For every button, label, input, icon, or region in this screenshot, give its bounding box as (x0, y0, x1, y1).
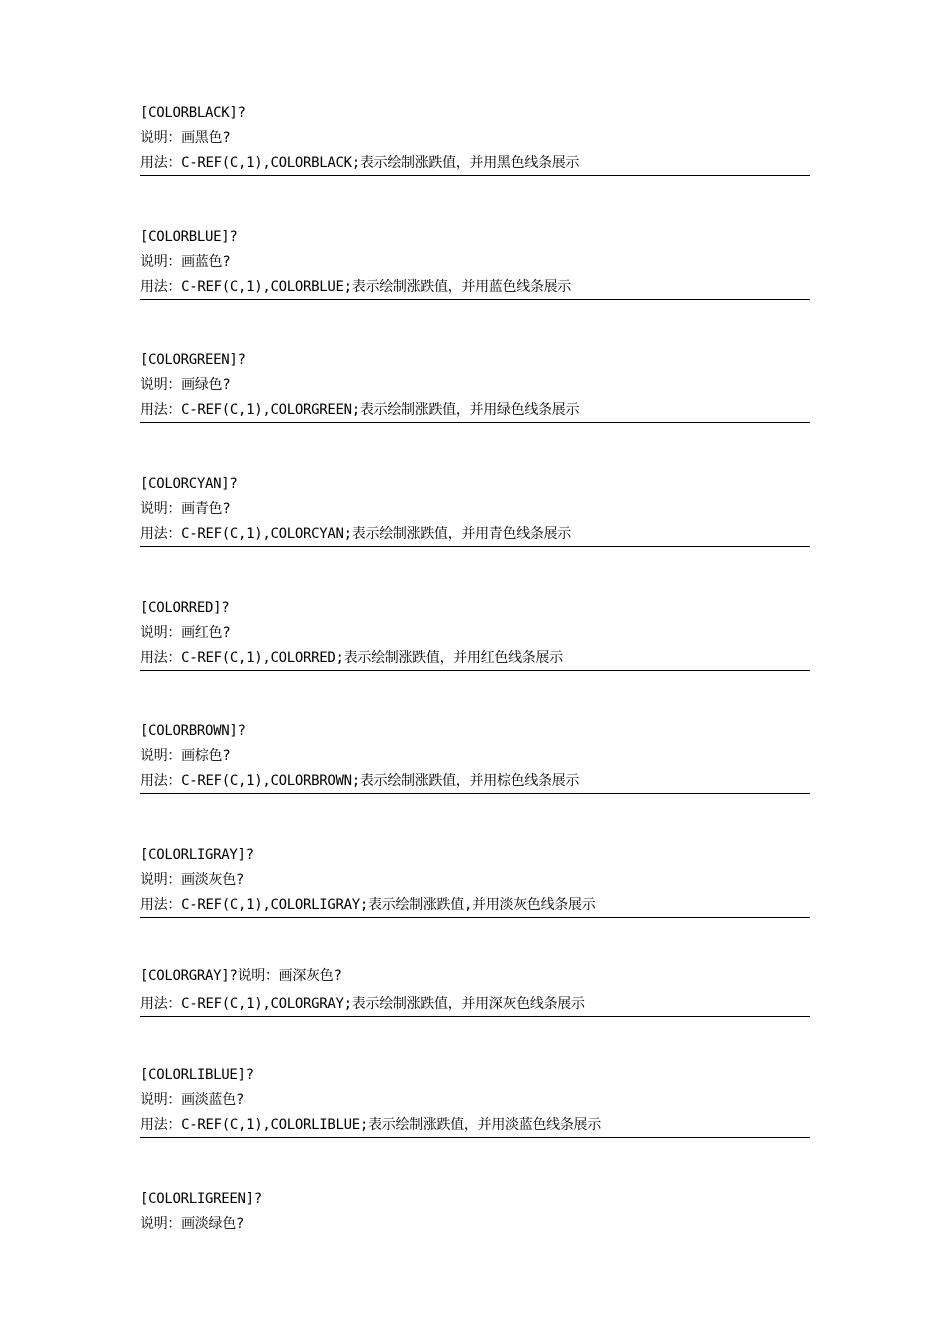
entry-name: [COLORRED]? (140, 600, 230, 616)
entry-usage: 用法：C-REF(C,1),COLORGRAY;表示绘制涨跌值，并用深灰色线条展示 (140, 992, 810, 1017)
entry-description: 说明：画黑色? (140, 130, 231, 146)
entry-description: 说明：画蓝色? (140, 254, 231, 270)
entry-colorcyan (140, 472, 810, 547)
entry-description: 说明：画深灰色? (237, 968, 342, 984)
entry-colorligray (140, 843, 810, 918)
entry-usage: 用法：C-REF(C,1),COLORBLUE;表示绘制涨跌值，并用蓝色线条展示 (140, 275, 810, 300)
entry-usage: 用法：C-REF(C,1),COLORLIBLUE;表示绘制涨跌值，并用淡蓝色线条展示 (140, 1113, 810, 1138)
entry-usage: 用法：C-REF(C,1),COLORLIGRAY;表示绘制涨跌值,并用淡灰色线条展示 (140, 893, 810, 918)
entry-name: [COLORGREEN]? (140, 352, 246, 368)
entry-colorred (140, 596, 810, 671)
entry-usage: 用法：C-REF(C,1),COLORBROWN;表示绘制涨跌值，并用棕色线条展示 (140, 769, 810, 794)
entry-heading-line (140, 964, 810, 992)
entry-name: [COLORBROWN]? (140, 723, 246, 739)
entry-description: 说明：画红色? (140, 625, 231, 641)
entry-description: 说明：画淡灰色? (140, 872, 245, 888)
entry-name: [COLORCYAN]? (140, 476, 238, 492)
entry-description: 说明：画棕色? (140, 748, 231, 764)
entry-colorligreen (140, 1187, 810, 1237)
entry-usage: 用法：C-REF(C,1),COLORBLACK;表示绘制涨跌值，并用黑色线条展示 (140, 151, 810, 176)
entry-usage: 用法：C-REF(C,1),COLORCYAN;表示绘制涨跌值，并用青色线条展示 (140, 522, 810, 547)
entry-usage: 用法：C-REF(C,1),COLORGREEN;表示绘制涨跌值，并用绿色线条展示 (140, 398, 810, 423)
entry-description: 说明：画绿色? (140, 377, 231, 393)
entry-name: [COLORGRAY]? (140, 968, 238, 984)
entry-name: [COLORLIGRAY]? (140, 847, 254, 863)
entry-colorgreen (140, 348, 810, 423)
entry-name: [COLORLIBLUE]? (140, 1067, 254, 1083)
entry-description: 说明：画淡绿色? (140, 1216, 245, 1232)
entry-usage: 用法：C-REF(C,1),COLORRED;表示绘制涨跌值，并用红色线条展示 (140, 646, 810, 671)
entry-name: [COLORBLACK]? (140, 105, 246, 121)
entry-colorblue (140, 225, 810, 300)
entry-colorgray (140, 964, 810, 1017)
entry-colorliblue (140, 1063, 810, 1138)
entry-name: [COLORBLUE]? (140, 229, 238, 245)
entry-description: 说明：画青色? (140, 501, 231, 517)
entry-colorbrown (140, 719, 810, 794)
entry-name: [COLORLIGREEN]? (140, 1191, 262, 1207)
entry-colorblack (140, 101, 810, 176)
entry-description: 说明：画淡蓝色? (140, 1092, 245, 1108)
